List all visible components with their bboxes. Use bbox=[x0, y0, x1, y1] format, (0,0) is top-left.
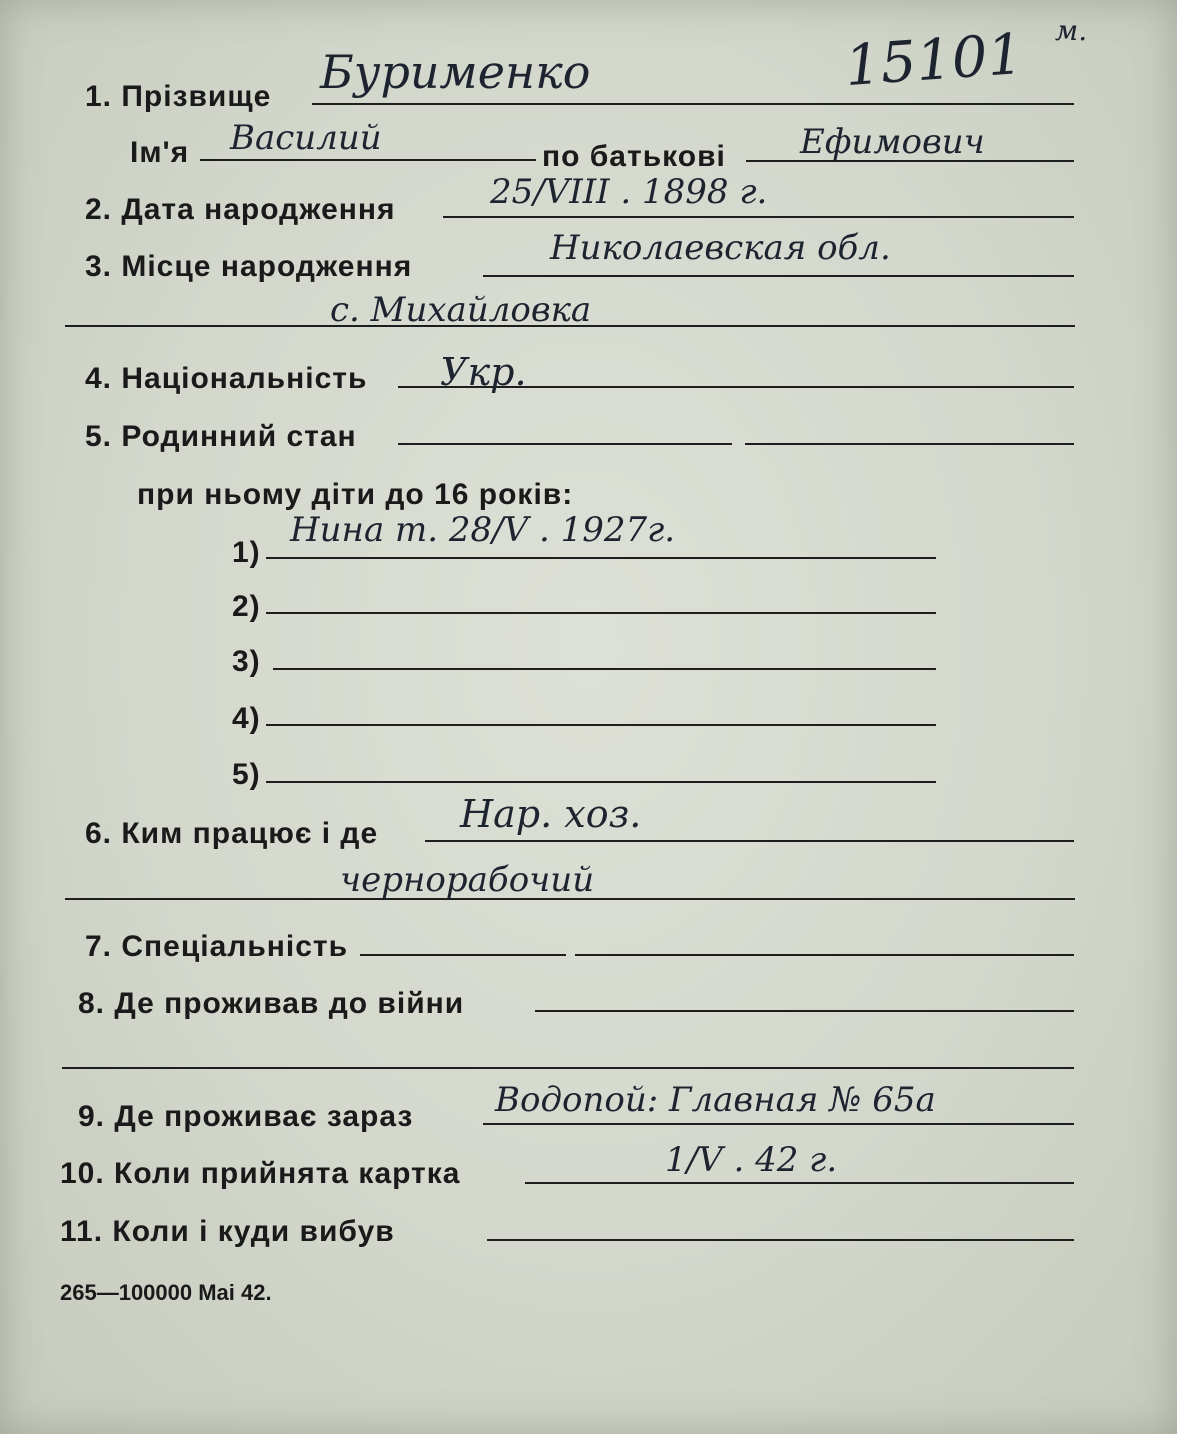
child-1-num: 1) bbox=[232, 536, 261, 569]
child-5-line bbox=[266, 781, 936, 783]
current-residence-line bbox=[483, 1123, 1074, 1125]
corner-mark: м. bbox=[1055, 14, 1088, 47]
child-2-line bbox=[266, 612, 936, 614]
surname-value: Бурименко bbox=[320, 45, 591, 99]
child-1-value: Нина т. 28/V . 1927г. bbox=[290, 510, 676, 550]
departed-label: 11. Коли і куди вибув bbox=[60, 1215, 395, 1248]
card-accepted-value: 1/V . 42 г. bbox=[665, 1140, 838, 1180]
occupation-line bbox=[425, 840, 1074, 842]
occupation-label: 6. Ким працює і де bbox=[85, 817, 379, 850]
birth-date-line bbox=[443, 216, 1074, 218]
current-residence-value: Водопой: Главная № 65а bbox=[495, 1080, 936, 1120]
specialty-label: 7. Спеціальність bbox=[85, 930, 349, 963]
prewar-residence-line bbox=[535, 1010, 1074, 1012]
birth-place-value-line2: с. Михайловка bbox=[330, 290, 592, 330]
first-name-line bbox=[200, 159, 536, 161]
child-3-num: 3) bbox=[232, 645, 261, 678]
marital-status-line-b bbox=[745, 443, 1074, 445]
birth-date-value: 25/VIII . 1898 г. bbox=[490, 172, 768, 212]
child-4-line bbox=[266, 724, 936, 726]
birth-place-label: 3. Місце народження bbox=[85, 250, 413, 283]
occupation-value-line2: чернорабочий bbox=[340, 860, 595, 900]
prewar-residence-label: 8. Де проживав до війни bbox=[78, 987, 465, 1020]
footer-print-code: 265—100000 Mai 42. bbox=[60, 1280, 272, 1305]
first-name-label: Ім'я bbox=[130, 136, 190, 169]
child-3-line bbox=[273, 668, 936, 670]
current-residence-label: 9. Де проживає зараз bbox=[78, 1100, 414, 1133]
child-2-num: 2) bbox=[232, 590, 261, 623]
birth-place-value-line1: Николаевская обл. bbox=[550, 228, 891, 268]
marital-status-line-a bbox=[398, 443, 732, 445]
surname-line bbox=[312, 103, 1074, 105]
departed-line bbox=[487, 1239, 1074, 1241]
specialty-line-b bbox=[575, 954, 1074, 956]
patronymic-value: Ефимович bbox=[800, 122, 985, 162]
surname-label: 1. Прізвище bbox=[85, 80, 272, 113]
first-name-value: Василий bbox=[230, 118, 382, 158]
birth-date-label: 2. Дата народження bbox=[85, 193, 396, 226]
nationality-value: Укр. bbox=[440, 350, 527, 394]
marital-status-label: 5. Родинний стан bbox=[85, 420, 357, 453]
card-number: 15101 bbox=[842, 21, 1026, 100]
occupation-value-line1: Нар. хоз. bbox=[460, 792, 642, 836]
child-4-num: 4) bbox=[232, 702, 261, 735]
child-1-line bbox=[266, 557, 936, 559]
patronymic-label: по батькові bbox=[542, 140, 726, 173]
children-label: при ньому діти до 16 років: bbox=[137, 478, 574, 511]
card-accepted-line bbox=[525, 1182, 1074, 1184]
nationality-label: 4. Національність bbox=[85, 362, 368, 395]
card-accepted-label: 10. Коли прийнята картка bbox=[60, 1157, 461, 1190]
specialty-line-a bbox=[360, 954, 566, 956]
birth-place-line bbox=[483, 275, 1074, 277]
child-5-num: 5) bbox=[232, 758, 261, 791]
prewar-residence-line-2 bbox=[62, 1067, 1074, 1069]
